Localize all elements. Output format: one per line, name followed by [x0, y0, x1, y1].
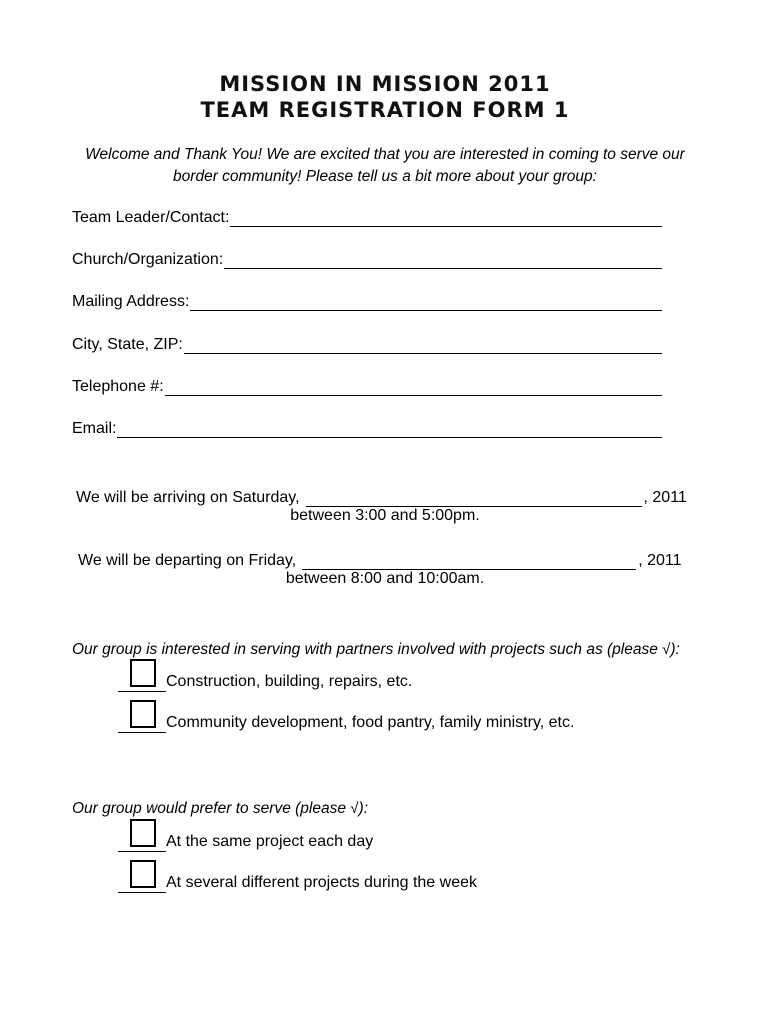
church-field	[72, 247, 662, 269]
check-mark-icon: √	[350, 800, 359, 817]
departure-time: between 8:00 and 10:00am.	[285, 570, 485, 587]
team-leader-field	[72, 205, 662, 227]
city-state-zip-input[interactable]	[184, 336, 662, 354]
telephone-input[interactable]	[165, 378, 662, 396]
community-checkbox[interactable]	[130, 700, 156, 728]
departure-row	[78, 548, 681, 570]
several-projects-checkbox[interactable]	[130, 860, 156, 888]
departure-prefix: We will be departing on Friday,	[78, 552, 297, 569]
telephone-label: Telephone #:	[72, 378, 164, 395]
mailing-address-input[interactable]	[190, 293, 662, 311]
intro-text-line-2: border community! Please tell us a bit more about your group:	[173, 168, 597, 185]
departure-date-input[interactable]	[302, 552, 636, 570]
arrival-suffix: , 2011	[643, 489, 687, 506]
option-construction	[118, 660, 412, 692]
check-mark-icon: √	[662, 641, 671, 658]
departure-suffix: , 2011	[638, 552, 682, 569]
form-title: MISSION IN MISSION 2011	[219, 72, 551, 96]
church-input[interactable]	[224, 251, 662, 269]
arrival-date-input[interactable]	[306, 489, 642, 507]
email-input[interactable]	[117, 420, 662, 438]
option-community	[118, 701, 574, 733]
arrival-time: between 3:00 and 5:00pm.	[290, 507, 480, 524]
option-several-projects	[118, 861, 477, 893]
several-projects-label: At several different projects during the week	[166, 874, 477, 891]
intro-text-line-1: Welcome and Thank You! We are excited that you are interested in coming to serve our	[85, 146, 685, 163]
team-leader-label: Team Leader/Contact:	[72, 209, 230, 226]
team-leader-input[interactable]	[230, 209, 662, 227]
telephone-field	[72, 374, 662, 396]
city-state-zip-label: City, State, ZIP:	[72, 336, 183, 353]
community-label: Community development, food pantry, family ministry, etc.	[166, 714, 575, 731]
city-state-zip-field	[72, 332, 662, 354]
form-subtitle: TEAM REGISTRATION FORM 1	[200, 98, 570, 122]
construction-checkbox[interactable]	[130, 659, 156, 687]
option-same-project	[118, 820, 373, 852]
preference-prompt: Our group would prefer to serve (please √):	[72, 800, 368, 817]
mailing-address-field	[72, 289, 662, 311]
interest-prompt: Our group is interested in serving with partners involved with projects such as (please √):	[72, 641, 680, 658]
arrival-row	[76, 485, 687, 507]
arrival-prefix: We will be arriving on Saturday,	[76, 489, 300, 506]
same-project-label: At the same project each day	[166, 833, 374, 850]
same-project-checkbox[interactable]	[130, 819, 156, 847]
mailing-address-label: Mailing Address:	[72, 293, 190, 310]
email-field	[72, 416, 662, 438]
email-label: Email:	[72, 420, 117, 437]
construction-label: Construction, building, repairs, etc.	[166, 673, 413, 690]
church-label: Church/Organization:	[72, 251, 224, 268]
